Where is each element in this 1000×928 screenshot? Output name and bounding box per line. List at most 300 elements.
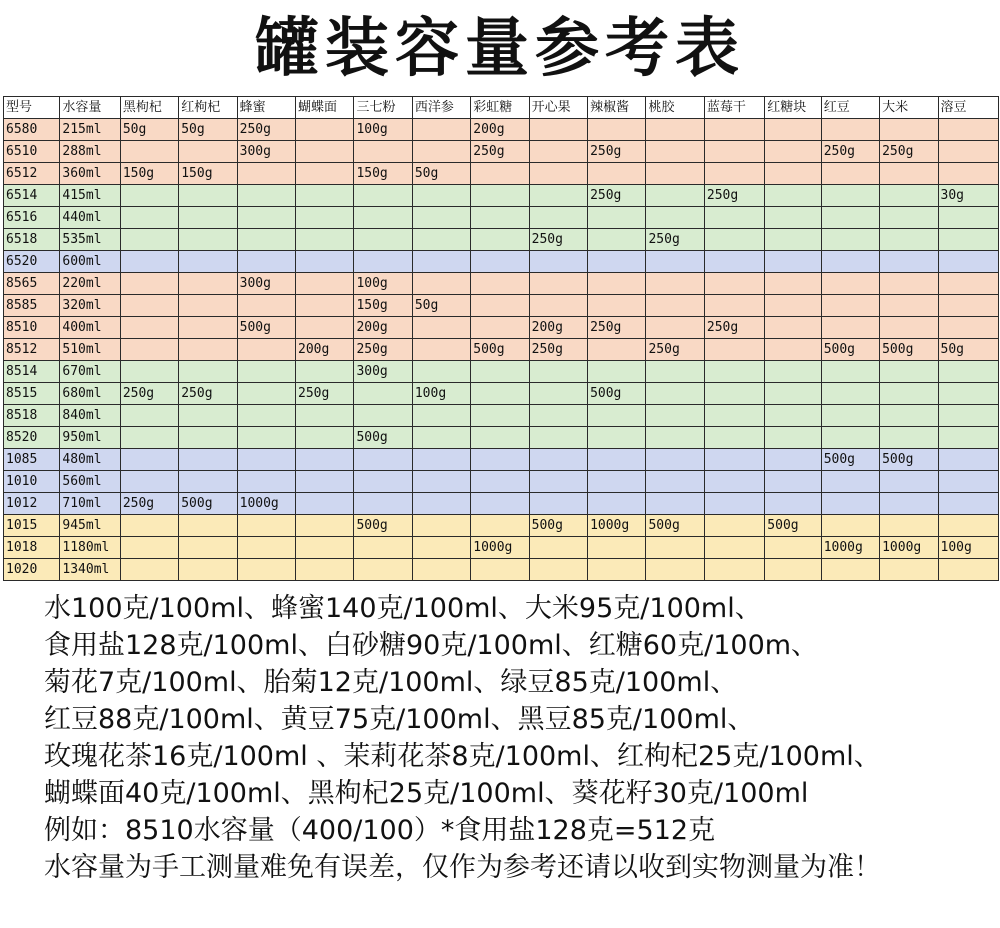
table-cell	[588, 471, 646, 493]
table-cell	[646, 273, 704, 295]
table-cell	[646, 163, 704, 185]
table-cell	[471, 405, 529, 427]
table-cell: 250g	[179, 383, 237, 405]
table-cell	[237, 207, 295, 229]
table-cell: 250g	[120, 493, 178, 515]
table-cell	[237, 229, 295, 251]
table-cell	[938, 493, 999, 515]
table-cell	[179, 361, 237, 383]
table-cell	[529, 471, 587, 493]
table-cell	[938, 141, 999, 163]
table-cell	[237, 295, 295, 317]
table-row	[4, 493, 999, 515]
table-cell	[588, 207, 646, 229]
table-cell	[412, 537, 470, 559]
table-cell: 150g	[179, 163, 237, 185]
table-cell	[704, 449, 764, 471]
note-line: 水容量为手工测量难免有误差，仅作为参考还请以收到实物测量为准！	[44, 852, 881, 883]
table-cell	[237, 471, 295, 493]
table-cell	[880, 119, 938, 141]
water-capacity-cell: 945ml	[60, 515, 120, 537]
table-cell	[938, 295, 999, 317]
table-cell	[704, 361, 764, 383]
table-cell	[880, 361, 938, 383]
table-cell	[646, 295, 704, 317]
table-cell: 150g	[354, 163, 412, 185]
table-cell: 500g	[179, 493, 237, 515]
table-cell: 200g	[296, 339, 354, 361]
table-cell: 100g	[412, 383, 470, 405]
table-cell	[237, 449, 295, 471]
table-cell	[354, 251, 412, 273]
table-cell	[120, 251, 178, 273]
table-row	[4, 339, 999, 361]
table-cell	[471, 449, 529, 471]
table-cell	[938, 383, 999, 405]
table-cell: 150g	[354, 295, 412, 317]
table-cell	[588, 163, 646, 185]
note-line: 水100克/100ml、蜂蜜140克/100ml、大米95克/100ml、	[44, 593, 762, 624]
water-capacity-cell: 288ml	[60, 141, 120, 163]
table-cell: 500g	[237, 317, 295, 339]
table-cell	[412, 229, 470, 251]
table-cell	[179, 185, 237, 207]
table-cell	[179, 273, 237, 295]
model-cell: 1010	[4, 471, 60, 493]
table-cell: 300g	[237, 141, 295, 163]
table-cell	[120, 229, 178, 251]
note-line: 红豆88克/100ml、黄豆75克/100ml、黑豆85克/100ml、	[44, 704, 755, 735]
table-cell	[529, 295, 587, 317]
table-cell	[765, 449, 821, 471]
table-cell: 250g	[354, 339, 412, 361]
table-cell: 250g	[296, 383, 354, 405]
table-cell	[646, 471, 704, 493]
water-capacity-cell: 560ml	[60, 471, 120, 493]
table-cell	[471, 427, 529, 449]
table-cell	[296, 141, 354, 163]
table-cell	[704, 537, 764, 559]
model-cell: 6516	[4, 207, 60, 229]
table-cell	[821, 185, 879, 207]
water-capacity-cell: 680ml	[60, 383, 120, 405]
table-cell	[821, 119, 879, 141]
table-cell	[704, 207, 764, 229]
table-cell: 1000g	[237, 493, 295, 515]
table-cell	[471, 515, 529, 537]
table-cell	[880, 273, 938, 295]
water-capacity-cell: 480ml	[60, 449, 120, 471]
table-cell	[120, 207, 178, 229]
table-cell	[354, 471, 412, 493]
table-cell	[296, 427, 354, 449]
table-cell	[821, 383, 879, 405]
table-cell	[471, 185, 529, 207]
table-cell	[821, 273, 879, 295]
table-cell: 250g	[704, 185, 764, 207]
table-cell	[588, 559, 646, 581]
table-cell	[179, 405, 237, 427]
table-cell	[296, 119, 354, 141]
table-cell	[704, 515, 764, 537]
table-cell	[938, 163, 999, 185]
table-row	[4, 559, 999, 581]
note-line: 例如：8510水容量（400/100）*食用盐128克=512克	[44, 815, 716, 846]
water-capacity-cell: 710ml	[60, 493, 120, 515]
water-capacity-cell: 360ml	[60, 163, 120, 185]
table-cell	[765, 119, 821, 141]
table-cell	[237, 537, 295, 559]
table-cell	[646, 405, 704, 427]
table-cell: 500g	[821, 449, 879, 471]
table-cell: 250g	[529, 339, 587, 361]
table-cell	[704, 229, 764, 251]
table-cell	[471, 383, 529, 405]
model-cell: 8520	[4, 427, 60, 449]
capacity-table	[3, 96, 999, 581]
table-cell	[237, 185, 295, 207]
table-cell	[588, 251, 646, 273]
model-cell: 8512	[4, 339, 60, 361]
note-line: 蝴蝶面40克/100ml、黑枸杞25克/100ml、葵花籽30克/100ml	[44, 778, 809, 809]
column-header: 型号	[4, 97, 60, 119]
table-cell	[354, 493, 412, 515]
table-cell	[179, 295, 237, 317]
table-cell	[588, 449, 646, 471]
table-cell	[880, 251, 938, 273]
table-cell	[529, 405, 587, 427]
table-cell	[765, 361, 821, 383]
table-cell	[412, 449, 470, 471]
table-cell	[412, 141, 470, 163]
table-cell	[938, 317, 999, 339]
water-capacity-cell: 400ml	[60, 317, 120, 339]
table-cell	[765, 537, 821, 559]
table-cell: 500g	[354, 515, 412, 537]
table-cell: 250g	[880, 141, 938, 163]
table-cell	[821, 559, 879, 581]
table-cell	[821, 471, 879, 493]
table-cell	[412, 339, 470, 361]
table-cell	[880, 229, 938, 251]
table-cell	[120, 185, 178, 207]
table-cell	[529, 207, 587, 229]
table-cell: 250g	[588, 141, 646, 163]
model-cell: 8585	[4, 295, 60, 317]
table-cell	[296, 251, 354, 273]
table-cell	[296, 471, 354, 493]
header-row	[4, 97, 999, 119]
column-header: 水容量	[60, 97, 120, 119]
table-cell: 500g	[880, 339, 938, 361]
model-cell: 6514	[4, 185, 60, 207]
table-cell	[354, 449, 412, 471]
table-cell	[821, 163, 879, 185]
notes-block	[44, 590, 994, 886]
table-cell	[588, 295, 646, 317]
column-header: 蝴蝶面	[296, 97, 354, 119]
table-cell	[880, 383, 938, 405]
table-row	[4, 273, 999, 295]
model-cell: 8510	[4, 317, 60, 339]
table-cell	[529, 141, 587, 163]
table-cell	[765, 141, 821, 163]
table-cell	[765, 383, 821, 405]
table-cell	[588, 229, 646, 251]
table-cell	[120, 537, 178, 559]
table-cell	[354, 559, 412, 581]
table-cell	[237, 251, 295, 273]
table-cell	[412, 515, 470, 537]
table-cell	[529, 559, 587, 581]
table-cell	[646, 317, 704, 339]
table-cell	[471, 317, 529, 339]
table-cell	[237, 427, 295, 449]
table-cell	[120, 361, 178, 383]
model-cell: 8514	[4, 361, 60, 383]
model-cell: 1015	[4, 515, 60, 537]
table-cell	[412, 405, 470, 427]
table-cell	[588, 405, 646, 427]
table-cell	[938, 559, 999, 581]
table-cell: 200g	[529, 317, 587, 339]
table-cell: 150g	[120, 163, 178, 185]
note-line: 玫瑰花茶16克/100ml 、茉莉花茶8克/100ml、红枸杞25克/100ml、	[44, 741, 881, 772]
table-cell	[821, 207, 879, 229]
table-cell: 500g	[765, 515, 821, 537]
table-cell	[412, 119, 470, 141]
table-cell	[704, 559, 764, 581]
table-cell	[237, 515, 295, 537]
table-cell	[296, 515, 354, 537]
model-cell: 1018	[4, 537, 60, 559]
table-cell	[821, 317, 879, 339]
table-cell: 200g	[471, 119, 529, 141]
table-cell	[179, 229, 237, 251]
model-cell: 1012	[4, 493, 60, 515]
table-cell	[529, 383, 587, 405]
table-cell	[765, 427, 821, 449]
table-cell: 250g	[588, 317, 646, 339]
table-cell	[237, 361, 295, 383]
table-cell	[412, 493, 470, 515]
table-row	[4, 295, 999, 317]
table-cell	[529, 493, 587, 515]
table-cell	[821, 405, 879, 427]
table-cell	[588, 537, 646, 559]
table-cell	[120, 471, 178, 493]
table-cell	[179, 537, 237, 559]
table-cell	[880, 163, 938, 185]
table-row	[4, 141, 999, 163]
table-cell	[646, 493, 704, 515]
table-cell	[646, 449, 704, 471]
table-cell	[296, 537, 354, 559]
table-cell: 250g	[646, 229, 704, 251]
table-cell	[704, 251, 764, 273]
table-cell	[120, 141, 178, 163]
table-cell	[529, 251, 587, 273]
table-cell: 250g	[704, 317, 764, 339]
table-cell	[529, 273, 587, 295]
table-cell	[120, 427, 178, 449]
table-cell	[880, 207, 938, 229]
table-cell	[765, 163, 821, 185]
table-cell	[120, 273, 178, 295]
table-cell	[765, 273, 821, 295]
table-cell	[412, 361, 470, 383]
table-cell	[529, 427, 587, 449]
table-cell	[296, 229, 354, 251]
table-cell	[938, 405, 999, 427]
table-cell	[120, 405, 178, 427]
table-cell	[296, 273, 354, 295]
table-cell	[120, 559, 178, 581]
water-capacity-cell: 670ml	[60, 361, 120, 383]
table-cell: 300g	[237, 273, 295, 295]
table-cell	[938, 229, 999, 251]
table-cell	[765, 405, 821, 427]
table-row	[4, 229, 999, 251]
table-cell	[646, 559, 704, 581]
table-cell: 100g	[354, 119, 412, 141]
table-cell	[765, 295, 821, 317]
table-cell: 1000g	[880, 537, 938, 559]
table-cell	[821, 515, 879, 537]
table-cell: 50g	[412, 163, 470, 185]
table-cell	[588, 361, 646, 383]
table-cell: 1000g	[471, 537, 529, 559]
table-cell	[938, 427, 999, 449]
table-cell	[646, 119, 704, 141]
table-cell: 250g	[471, 141, 529, 163]
table-cell	[588, 427, 646, 449]
table-cell	[821, 229, 879, 251]
table-cell	[765, 317, 821, 339]
table-cell	[765, 229, 821, 251]
table-cell	[704, 339, 764, 361]
table-body	[4, 119, 999, 581]
table-cell	[354, 383, 412, 405]
table-cell	[765, 207, 821, 229]
table-cell	[237, 559, 295, 581]
table-cell	[296, 295, 354, 317]
table-cell	[646, 383, 704, 405]
table-cell	[821, 361, 879, 383]
table-cell: 500g	[646, 515, 704, 537]
table-cell	[938, 251, 999, 273]
table-cell: 100g	[938, 537, 999, 559]
table-cell: 250g	[237, 119, 295, 141]
table-cell	[471, 229, 529, 251]
water-capacity-cell: 510ml	[60, 339, 120, 361]
table-cell	[412, 559, 470, 581]
table-cell	[704, 273, 764, 295]
table-cell	[120, 339, 178, 361]
table-cell	[704, 141, 764, 163]
table-cell	[471, 251, 529, 273]
table-cell: 500g	[471, 339, 529, 361]
table-cell	[704, 295, 764, 317]
water-capacity-cell: 215ml	[60, 119, 120, 141]
table-cell: 50g	[179, 119, 237, 141]
table-row	[4, 383, 999, 405]
table-cell	[471, 361, 529, 383]
table-cell	[880, 427, 938, 449]
table-row	[4, 361, 999, 383]
table-cell	[529, 537, 587, 559]
table-cell: 250g	[821, 141, 879, 163]
table-cell: 500g	[821, 339, 879, 361]
table-cell	[471, 273, 529, 295]
table-cell	[296, 163, 354, 185]
table-cell	[120, 449, 178, 471]
water-capacity-cell: 220ml	[60, 273, 120, 295]
table-cell	[120, 317, 178, 339]
table-cell	[179, 251, 237, 273]
column-header: 红糖块	[765, 97, 821, 119]
table-cell	[296, 559, 354, 581]
column-header: 蓝莓干	[704, 97, 764, 119]
table-cell	[179, 449, 237, 471]
table-row	[4, 449, 999, 471]
column-header: 溶豆	[938, 97, 999, 119]
table-row	[4, 207, 999, 229]
model-cell: 6512	[4, 163, 60, 185]
model-cell: 8565	[4, 273, 60, 295]
model-cell: 6520	[4, 251, 60, 273]
table-row	[4, 119, 999, 141]
table-cell	[821, 295, 879, 317]
water-capacity-cell: 950ml	[60, 427, 120, 449]
table-cell	[354, 141, 412, 163]
table-cell	[646, 207, 704, 229]
table-cell: 50g	[412, 295, 470, 317]
table-cell	[646, 251, 704, 273]
table-cell	[529, 119, 587, 141]
table-row	[4, 317, 999, 339]
column-header: 桃胶	[646, 97, 704, 119]
table-cell: 250g	[646, 339, 704, 361]
table-cell	[588, 273, 646, 295]
table-cell: 1000g	[588, 515, 646, 537]
column-header: 黑枸杞	[120, 97, 178, 119]
table-cell: 250g	[588, 185, 646, 207]
table-cell	[412, 471, 470, 493]
table-cell	[765, 471, 821, 493]
table-cell	[938, 207, 999, 229]
model-cell: 1085	[4, 449, 60, 471]
table-cell	[412, 185, 470, 207]
table-cell	[938, 273, 999, 295]
table-cell	[704, 493, 764, 515]
table-cell	[354, 405, 412, 427]
water-capacity-cell: 415ml	[60, 185, 120, 207]
table-cell	[412, 317, 470, 339]
table-cell	[296, 493, 354, 515]
column-header: 彩虹糖	[471, 97, 529, 119]
table-cell: 500g	[354, 427, 412, 449]
table-cell: 1000g	[821, 537, 879, 559]
table-cell	[938, 119, 999, 141]
column-header: 辣椒酱	[588, 97, 646, 119]
table-cell	[821, 251, 879, 273]
water-capacity-cell: 600ml	[60, 251, 120, 273]
note-line: 菊花7克/100ml、胎菊12克/100ml、绿豆85克/100ml、	[44, 667, 738, 698]
table-cell: 500g	[880, 449, 938, 471]
model-cell: 6518	[4, 229, 60, 251]
table-cell	[237, 405, 295, 427]
